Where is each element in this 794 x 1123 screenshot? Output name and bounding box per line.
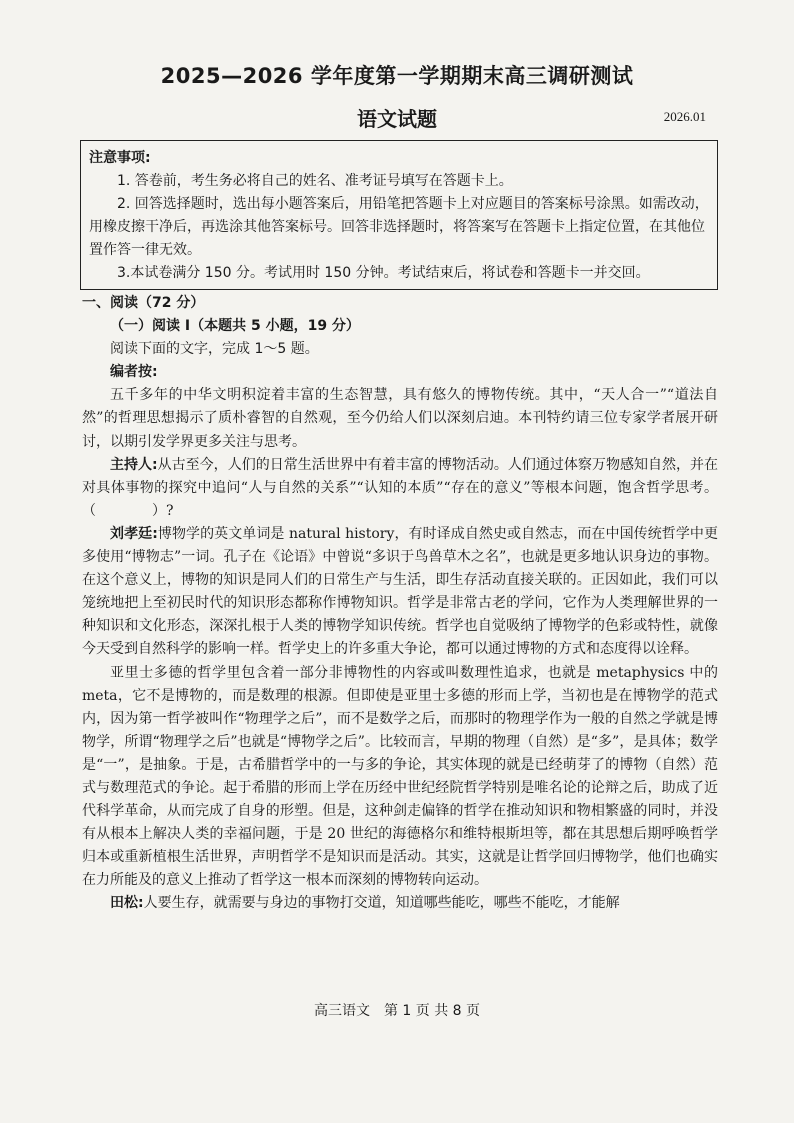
notice-item: 2. 回答选择题时，选出每小题答案后，用铅笔把答题卡上对应题目的答案标号涂黑。如需改动，用橡皮擦干净后，再选涂其他答案标号。回答非选择题时，将答案写在答题卡上指定位置，在其他位置作答一律无效。 <box>89 196 709 258</box>
page-footer: 高三语文 第 1 页 共 8 页 <box>313 1003 481 1019</box>
notice-heading: 注意事项: <box>89 150 151 166</box>
notice-item: 3.本试卷满分 150 分。考试用时 150 分钟。考试结束后，将试卷和答题卡一并交回。 <box>117 265 650 281</box>
paragraph-text: 从古至今，人们的日常生活世界中有着丰富的博物活动。人们通过体察万物感知自然，并在对具体事物的探究中追问“人与自然的关系”“认知的本质”“存在的意义”等根本问题，饱含哲学思考。（ ）? <box>82 456 719 519</box>
reading-section <box>82 292 718 916</box>
notice-box <box>80 140 718 290</box>
sub-section-heading: （一）阅读 I（本题共 5 小题，19 分） <box>110 318 360 335</box>
host-paragraph <box>82 454 718 523</box>
paragraph-text: 人要生存，就需要与身边的事物打交道，知道哪些能吃，哪些不能吃，才能解 <box>143 895 620 912</box>
editor-note-label: 编者按: <box>110 364 158 381</box>
tian-paragraph <box>82 892 718 915</box>
subject-title: 语文试题 <box>357 107 437 131</box>
exam-title: 2025—2026 学年度第一学期期末高三调研测试 <box>160 64 634 88</box>
liu-paragraph <box>82 523 718 662</box>
paragraph-text: 亚里士多德的哲学里包含着一部分非博物性的内容或叫数理性追求，也就是 metaphysics 中的 meta，它不是博物的，而是数理的根源。但即使是亚里士多德的形而上学，当初也是在博物学的范式内，因为第一哲学被叫作“物理学之后”，而不是数学之后，而那时的物理学作为一般的自然之学就是博物学，所谓“物理学之后”也就是“博物学之后”。比较而言，早期的物理（自然）是“多”，是具体；数学是“一”，是抽象。于是，古希腊哲学中的一与多的争论，其实体现的就是已经萌芽了的博物（自然）范式与数理范式的争论。起于希腊的形而上学在历经中世纪经院哲学特别是唯名论的论辩之后，助成了近代科学革命，从而完成了自身的形塑。但是，这种剑走偏锋的哲学在推动知识和物相繁盛的同时，并没有从根本上解决人类的幸福问题，于是 20 世纪的海德格尔和维特根斯坦等，都在其思想后期呼唤哲学归本或重新植根生活世界，声明哲学不是知识而是活动。其实，这就是让哲学回归博物学，他们也确实在力所能及的意义上推动了哲学这一根本而深刻的博物转向运动。 <box>82 664 718 889</box>
instruction-text: 阅读下面的文字，完成 1～5 题。 <box>110 341 319 358</box>
editor-note-text: 五千多年的中华文明积淀着丰富的生态智慧，具有悠久的博物传统。其中，“天人合一”“道法自然”的哲理思想揭示了质朴睿智的自然观，至今仍给人们以深刻启迪。本刊特约请三位专家学者展开研讨，以期引发学界更多关注与思考。 <box>82 387 718 450</box>
section-heading: 一、阅读（72 分） <box>82 295 205 311</box>
speaker-label: 主持人: <box>110 456 158 473</box>
speaker-label: 田松: <box>110 895 144 912</box>
paragraph-text: 博物学的英文单词是 natural history，有时译成自然史或自然志，而在中国传统哲学中更多使用“博物志”一词。孔子在《论语》中曾说“多识于鸟兽草木之名”，也就是更多地认识身边的事物。在这个意义上，博物的知识是同人们的日常生产与生活，即生存活动直接关联的。正因如此，我们可以笼统地把上至初民时代的知识形态都称作博物知识。哲学是非常古老的学问，它作为人类理解世界的一种知识和文化形态，深深扎根于人类的博物学知识传统。哲学也自觉吸纳了博物学的色彩或特性，就像今天受到自然科学的影响一样。哲学史上的许多重大争论，都可以通过博物的方式和态度得以诠释。 <box>82 525 718 658</box>
notice-item: 1. 答卷前，考生务必将自己的姓名、准考证号填写在答题卡上。 <box>117 173 513 189</box>
speaker-label: 刘孝廷: <box>110 525 158 542</box>
exam-date: 2026.01 <box>663 109 706 124</box>
